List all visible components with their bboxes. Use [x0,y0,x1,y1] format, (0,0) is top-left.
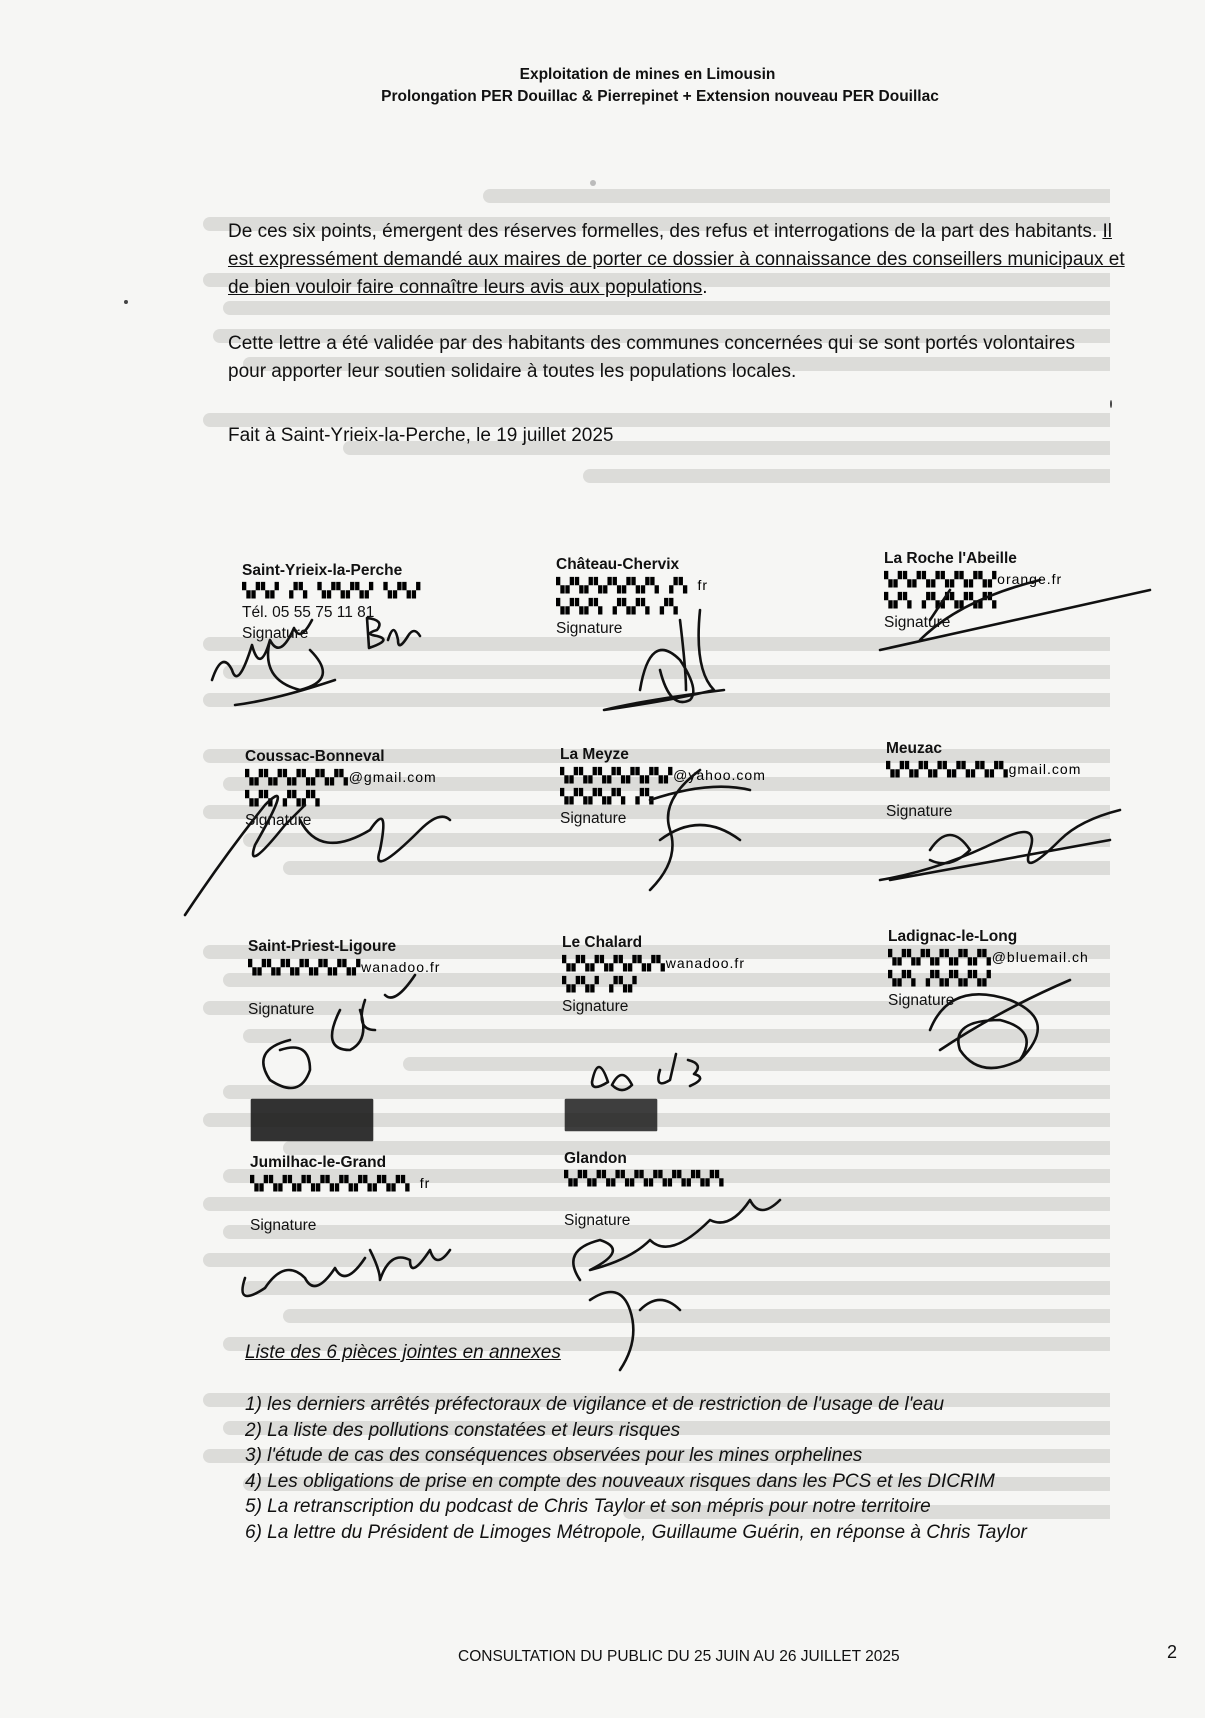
redacted-contact: ▚▞▚ ▞▚▞▚▞▚▞ [888,971,992,987]
signature-label: Signature [888,992,955,1009]
intro-text: De ces six points, émergent des réserves formelles, des refus et interrogations de la part des habitants. [228,221,1103,242]
signature-bp [367,618,420,648]
signatory-email-fragment: gmail.com [1008,761,1082,777]
signature-le-chalard [592,1054,700,1090]
intro-period: . [702,277,708,298]
signature-label: Signature [564,1212,631,1229]
signature-label: Signature [884,614,951,631]
page-number: 2 [1166,1642,1177,1662]
signatory-phone: Tél. 05 55 75 11 81 [242,604,375,621]
signature-coussac [185,796,450,915]
redacted-contact: ▚▞▚ ▞▚▞▚▞▚▞▚ [884,593,998,609]
signature-la-roche [880,580,1150,650]
annexes-list [245,1392,1027,1545]
redacted-contact: ▚▞▚▞▚▞▚▞▚▞▚▞orange.fr [884,571,1063,588]
page-footer: CONSULTATION DU PUBLIC DU 25 JUIN AU 26 JUILLET 2025 [458,1648,900,1665]
place-date: Fait à Saint-Yrieix-la-Perche, le 19 juillet 2025 [228,425,614,446]
annexes-title: Liste des 6 pièces jointes en annexes [245,1342,561,1363]
signature-saint-priest [263,975,415,1088]
header-subtitle: Prolongation PER Douillac & Pierrepinet + Extension nouveau PER Douillac [381,88,939,105]
validation-paragraph: Cette lettre a été validée par des habitants des communes concernées qui se sont portés volontaires pour apporter leur soutien solidaire à toutes les populations locales. [228,333,1076,382]
signature-la-meyze [650,770,750,890]
redacted-contact: ▚▞▚▞▚▞▚▞▚▞▚▞▚gmail.com [886,761,1082,778]
signatory-commune: La Meyze [560,746,629,763]
signatory-commune: Glandon [564,1150,627,1167]
signatory-commune: Saint-Priest-Ligoure [248,938,397,955]
redacted-contact: ▚▞▚▞▚▞▚▞▚▞▚@gmail.com [245,769,437,786]
signature-stamp-text [566,1100,656,1130]
signature-glandon [573,1200,780,1370]
signatory-commune: Coussac-Bonneval [245,748,385,765]
signatory-email-fragment: fr [697,577,708,593]
signature-label: Signature [562,998,629,1015]
redacted-contact: ▚▞▚▞ ▞▚▞ [562,977,638,993]
signature-jumilhac [243,1250,451,1296]
signature-label: Signature [245,812,312,829]
signatory-email-fragment: wanadoo.fr [361,959,441,975]
redacted-contact: ▚▞▚▞▚▞▚▞▚▞▚▞▚▞▚▞▚ fr [250,1175,431,1192]
signatory-email-fragment: fr [419,1175,431,1191]
redacted-contact: ▚▞▚▞▚▞▚▞▚▞▚ ▞▚ fr [556,577,708,594]
signature-meuzac [880,810,1120,880]
redacted-contact: ▚▞▚▞▚▞▚▞▚▞▚▞wanadoo.fr [248,959,441,976]
signatory-commune: Le Chalard [562,934,643,951]
signatory-email-fragment: @gmail.com [348,769,437,785]
signatory-commune: Jumilhac-le-Grand [250,1154,387,1171]
redacted-contact: ▚▞▚▞ ▞▚ ▚▞▚▞▚▞ ▚▞▚▞ [242,583,422,599]
redacted-contact: ▚▞▚▞▚▞▚▞▚▞▚@bluemail.ch [888,949,1089,966]
list-item: 4) Les obligations de prise en compte des nouveaux risques dans les PCS et les DICRIM [245,1470,995,1492]
signatory-commune: Château-Chervix [556,556,680,573]
signature-ladignac [930,980,1070,1068]
signatory-email-fragment: wanadoo.fr [665,955,745,971]
signatory-email-fragment: orange.fr [997,571,1063,587]
signature-saint-yrieix [212,620,335,705]
redacted-contact: ▚▞▚▞▚▞▚▞▚▞▚wanadoo.fr [562,955,745,972]
list-item: 6) La lettre du Président de Limoges Métropole, Guillaume Guérin, en réponse à Chris Taylor [245,1521,1027,1543]
signature-label: Signature [242,625,309,642]
redacted-contact: ▚▞▚▞▚▞▚▞▚▞▚▞▚▞▚▞▚ [564,1171,725,1187]
list-item: 2) La liste des pollutions constatées et leurs risques [245,1419,681,1441]
signatory-commune: Ladignac-le-Long [888,928,1018,945]
signature-label: Signature [248,1001,315,1018]
redacted-contact: ▚▞▚▞▚▞▚ ▞▚ [560,789,655,805]
signature-label: Signature [250,1217,317,1234]
list-item: 5) La retranscription du podcast de Chris Taylor et son mépris pour notre territoire [245,1496,931,1517]
redacted-contact: ▚▞▚ ▞▚▞▚ [245,791,321,807]
intro-request-text: Il est expressément demandé aux maires de porter ce dossier à connaissance des conseillers municipaux et de bien vouloir faire connaître leurs avis aux populations [228,221,1125,298]
signatory-commune: Saint-Yrieix-la-Perche [242,562,403,579]
redacted-contact: ▚▞▚▞▚▞▚▞▚▞▚▞@yahoo.com [560,767,766,784]
redacted-contact: ▚▞▚▞▚ ▞▚▞▚ ▞▚ [556,599,679,615]
signature-label: Signature [556,620,623,637]
header-title: Exploitation de mines en Limousin [519,66,776,83]
signature-stamp-barcode [252,1100,372,1140]
signature-label: Signature [560,810,627,827]
signature-chateau-chervix [604,610,724,710]
list-item: 3) l'étude de cas des conséquences observées pour les mines orphelines [245,1445,863,1466]
signatory-email-fragment: @yahoo.com [673,767,766,783]
signatory-commune: Meuzac [886,740,942,757]
signatory-email-fragment: @bluemail.ch [991,949,1089,965]
list-item: 1) les derniers arrêtés préfectoraux de vigilance et de restriction de l'usage de l'eau [245,1394,945,1415]
signatory-commune: La Roche l'Abeille [884,550,1017,567]
signature-label: Signature [886,803,953,820]
